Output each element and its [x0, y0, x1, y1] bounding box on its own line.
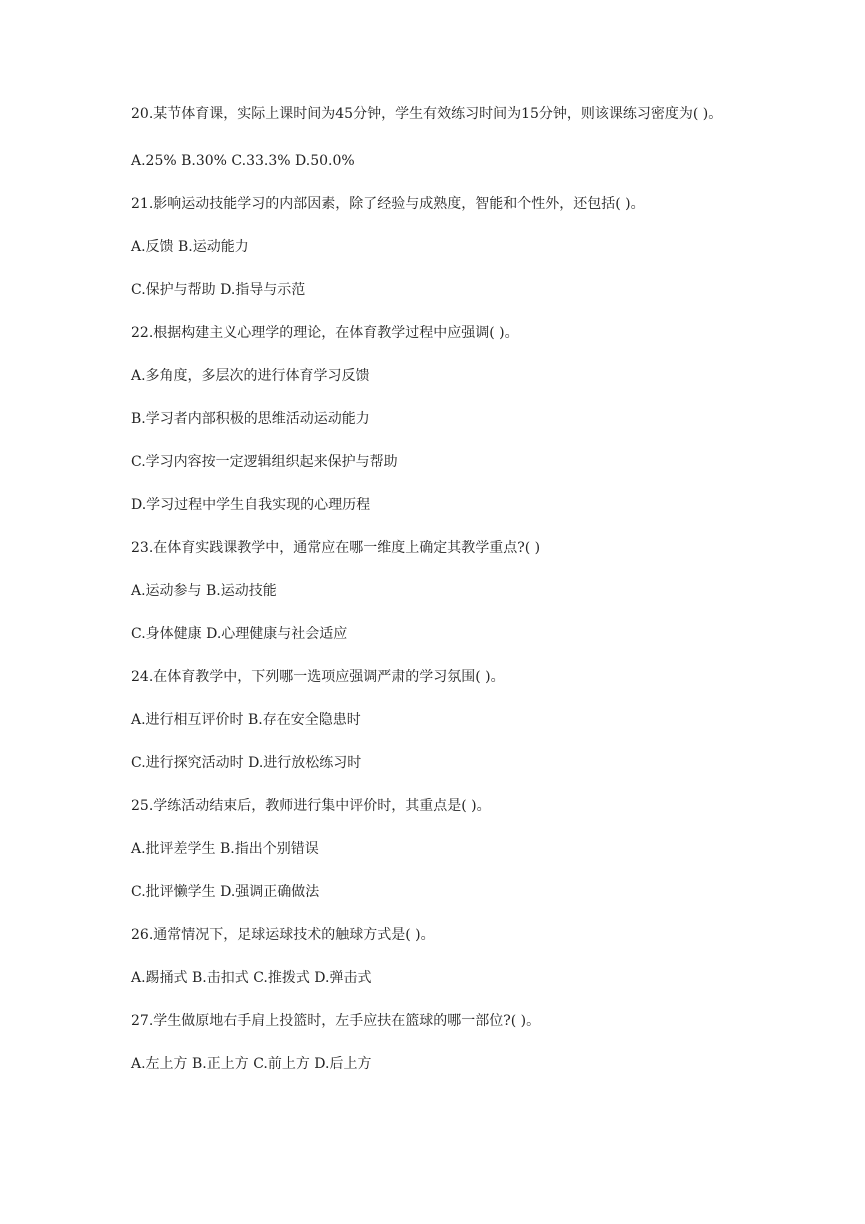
question-22-option-d: D.学习过程中学生自我实现的心理历程 — [131, 497, 371, 513]
question-24-options-cd: C.进行探究活动时 D.进行放松练习时 — [131, 755, 362, 771]
question-20: 20.某节体育课，实际上课时间为45分钟，学生有效练习时间为15分钟，则该课练习密度为( )。 — [131, 106, 723, 122]
question-26: 26.通常情况下，足球运球技术的触球方式是( )。 — [131, 927, 435, 943]
question-20-options: A.25% B.30% C.33.3% D.50.0% — [131, 153, 355, 169]
question-27: 27.学生做原地右手肩上投篮时，左手应扶在篮球的哪一部位?( )。 — [131, 1013, 541, 1029]
question-24: 24.在体育教学中，下列哪一选项应强调严肃的学习氛围( )。 — [131, 669, 505, 685]
question-21: 21.影响运动技能学习的内部因素，除了经验与成熟度，智能和个性外，还包括( )。 — [131, 196, 645, 212]
question-22-option-a: A.多角度，多层次的进行体育学习反馈 — [131, 368, 370, 384]
question-22: 22.根据构建主义心理学的理论，在体育教学过程中应强调( )。 — [131, 325, 519, 341]
question-21-options-cd: C.保护与帮助 D.指导与示范 — [131, 282, 306, 298]
question-23-options-cd: C.身体健康 D.心理健康与社会适应 — [131, 626, 348, 642]
question-22-option-b: B.学习者内部积极的思维活动运动能力 — [131, 411, 370, 427]
question-23-options-ab: A.运动参与 B.运动技能 — [131, 583, 277, 599]
question-24-options-ab: A.进行相互评价时 B.存在安全隐患时 — [131, 712, 361, 728]
question-21-options-ab: A.反馈 B.运动能力 — [131, 239, 249, 255]
question-22-option-c: C.学习内容按一定逻辑组织起来保护与帮助 — [131, 454, 398, 470]
question-25: 25.学练活动结束后，教师进行集中评价时，其重点是( )。 — [131, 798, 491, 814]
question-25-options-cd: C.批评懒学生 D.强调正确做法 — [131, 884, 320, 900]
question-27-options: A.左上方 B.正上方 C.前上方 D.后上方 — [131, 1056, 372, 1072]
question-23: 23.在体育实践课教学中，通常应在哪一维度上确定其教学重点?( ) — [131, 540, 541, 556]
question-25-options-ab: A.批评差学生 B.指出个别错误 — [131, 841, 319, 857]
document-body — [131, 102, 741, 1095]
question-26-options: A.踢捅式 B.击扣式 C.推拨式 D.弹击式 — [131, 970, 372, 986]
